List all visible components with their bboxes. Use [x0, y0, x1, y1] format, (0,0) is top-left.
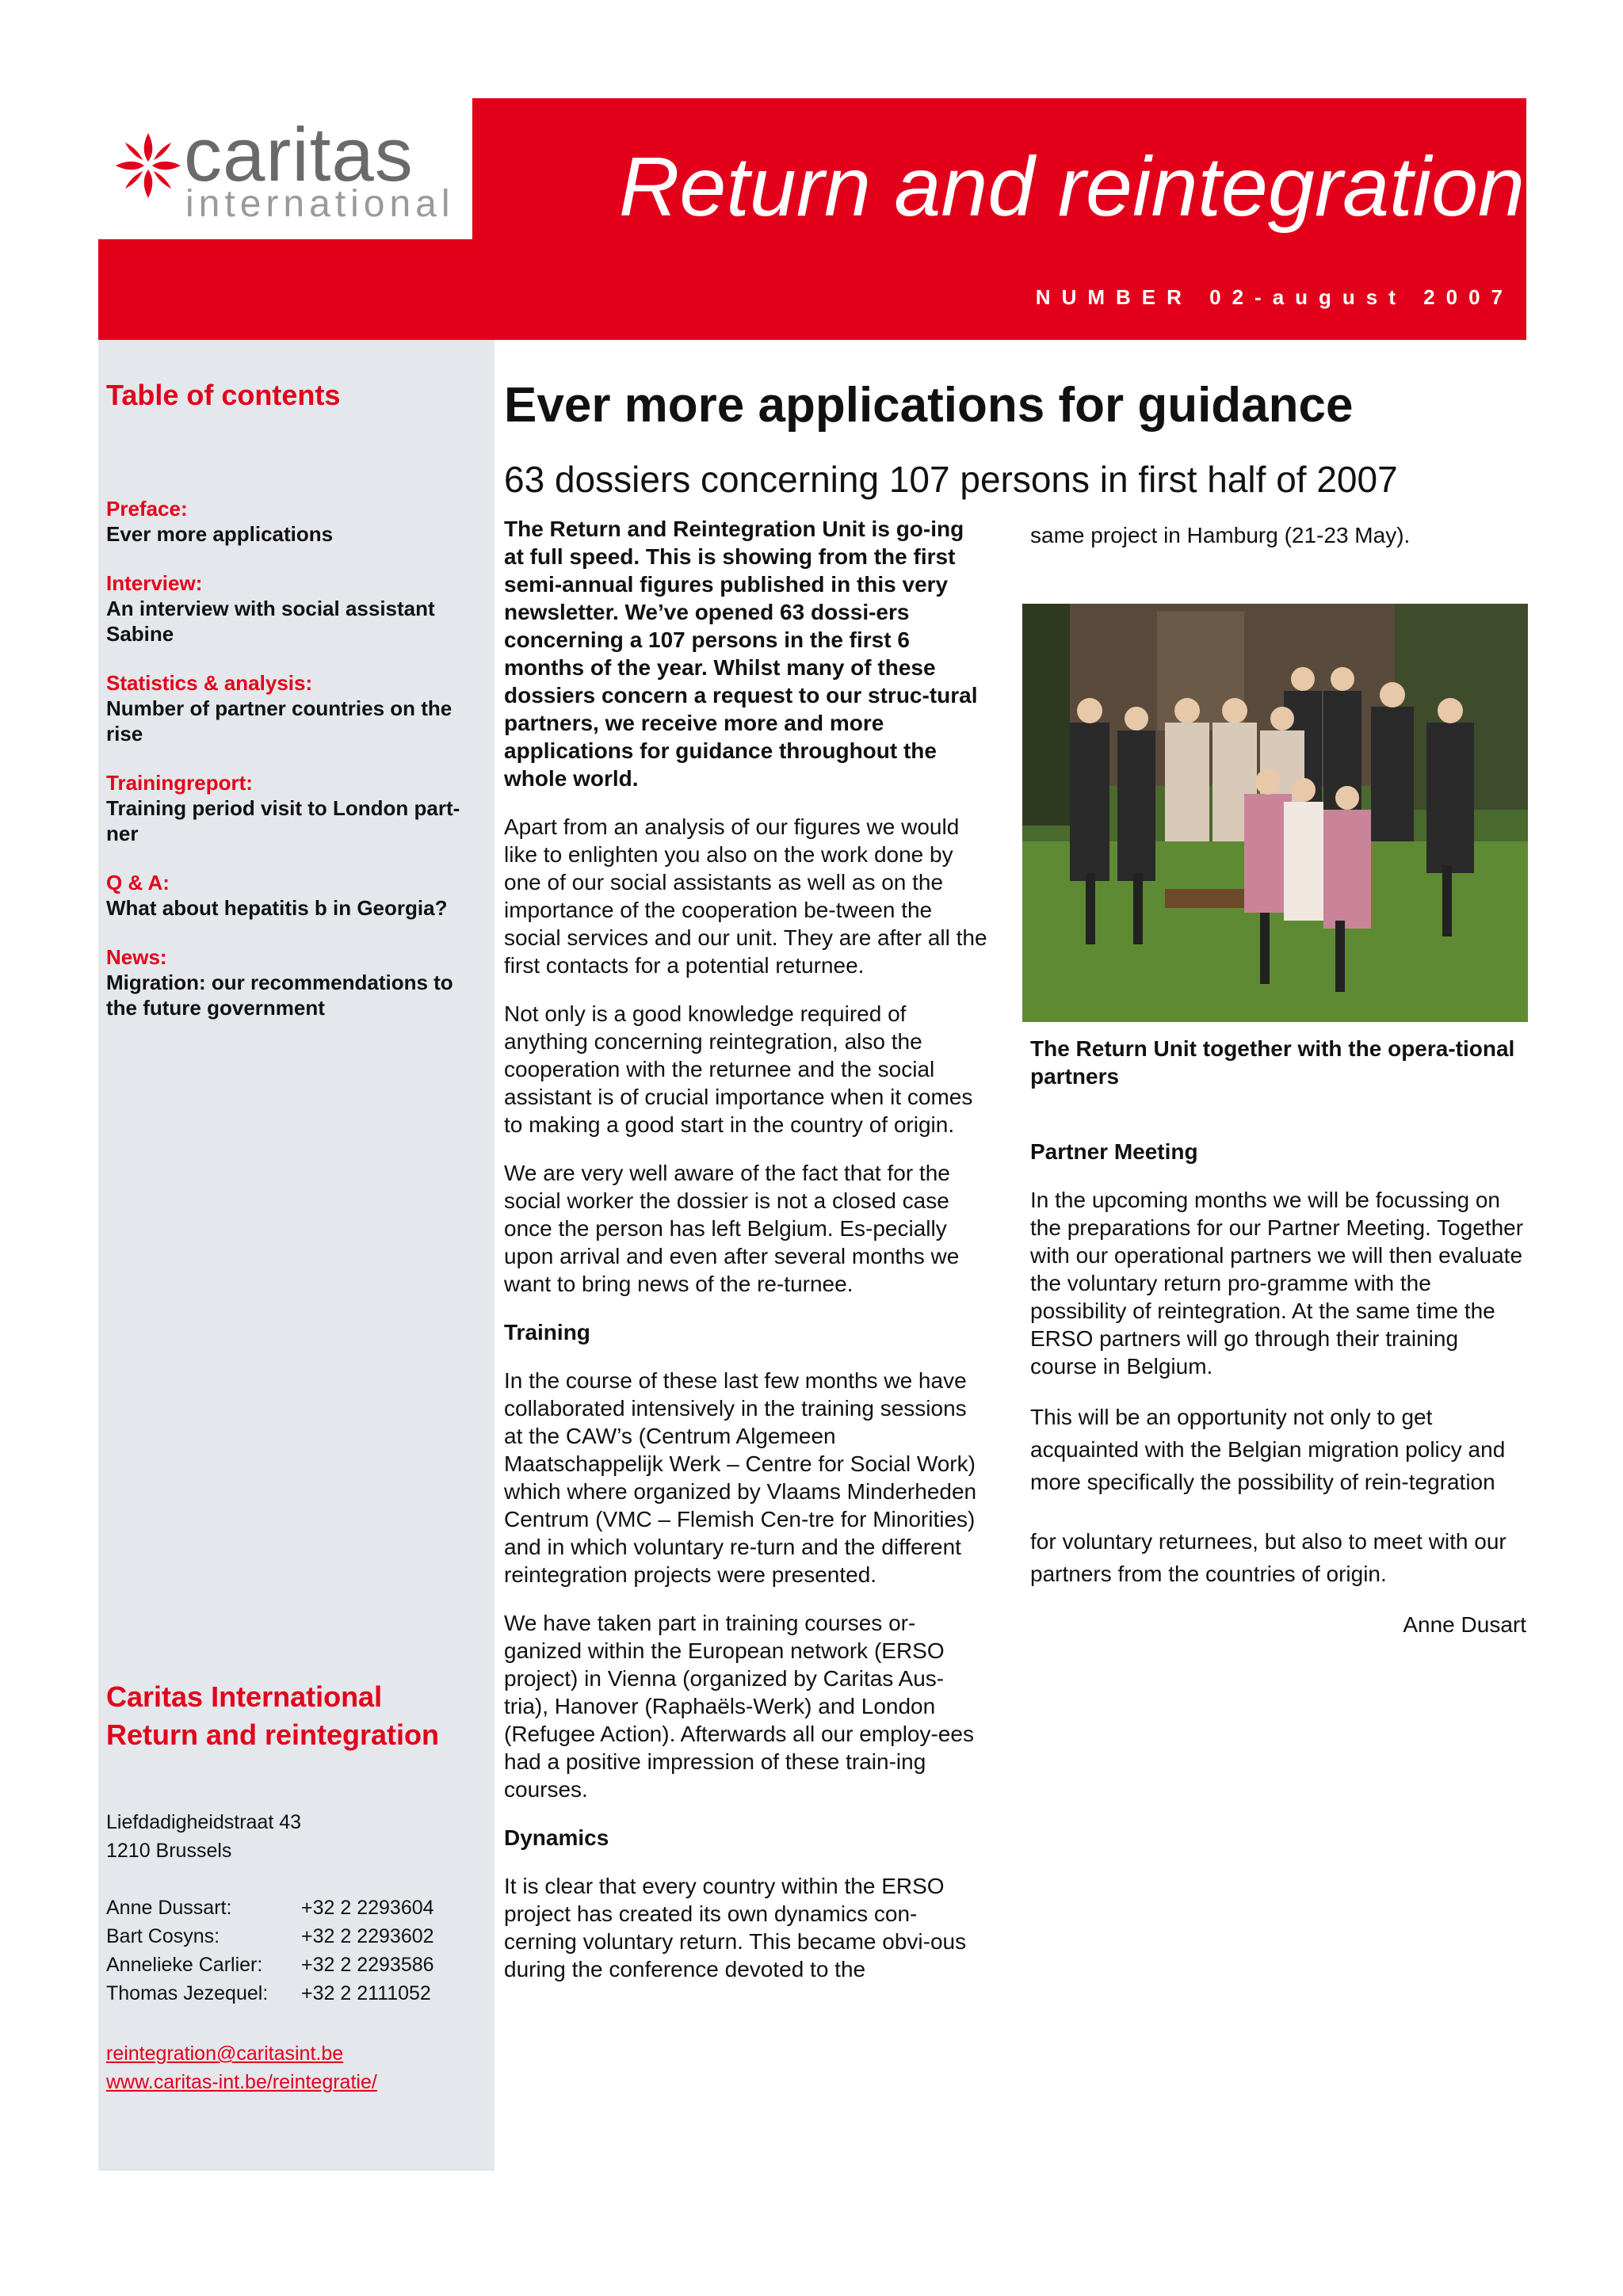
article-headline: Ever more applications for guidance — [504, 378, 1354, 433]
contact-name: Bart Cosyns: — [106, 1925, 220, 1947]
toc-category: Statistics & analysis: — [106, 671, 313, 695]
section-heading-dynamics: Dynamics — [504, 1825, 609, 1850]
website-link[interactable]: www.caritas-int.be/reintegratie/ — [106, 2071, 377, 2093]
contact-list — [106, 1894, 487, 2008]
newsletter-title: Return and reintegration — [618, 140, 1525, 234]
body-paragraph: Apart from an analysis of our figures we would like to enlighten you also on the work done by one of our social assistants as well as on the importance of the cooperation be-tween the social services and our unit. They are after all the first contacts for a potential returnee. — [504, 814, 987, 978]
body-paragraph: In the upcoming months we will be focussing on the preparations for our Partner Meeting. Together with our operational partners we will then evaluate the voluntary return pro-gramme with the possibility of reintegration. At the same time the ERSO partners will go through their training course in Belgium. — [1030, 1188, 1524, 1379]
toc-item: Migration: our recommendations to the future government — [106, 971, 453, 1020]
body-paragraph: same project in Hamburg (21-23 May). — [1030, 523, 1411, 547]
contact-heading-unit: Return and reintegration — [106, 1718, 440, 1751]
toc-category: Trainingreport: — [106, 771, 253, 795]
section-heading-training: Training — [504, 1320, 590, 1344]
contact-phone: +32 2 2293586 — [301, 1954, 434, 1976]
toc-entry[interactable] — [106, 944, 487, 1020]
toc-entry[interactable] — [106, 770, 487, 846]
article-subheadline: 63 dossiers concerning 107 persons in first half of 2007 — [504, 459, 1398, 500]
group-photo — [1022, 604, 1528, 1022]
contact-phone: +32 2 2293602 — [301, 1925, 434, 1947]
contact-row — [106, 1894, 487, 1922]
body-paragraph: Not only is a good knowledge required of anything concerning reintegration, also the cooperation with the returnee and the social assistant is of crucial importance when it comes to making a good start in the country of origin. — [504, 1001, 973, 1137]
toc-item: An interview with social assistant Sabine — [106, 597, 435, 646]
logo-subtitle: international — [185, 183, 455, 225]
body-paragraph: We have taken part in training courses or-ganized within the European network (ERSO project) in Vienna (organized by Caritas Aus-tria), Hanover (Raphaëls-Werk) and London (Refugee Action). Afterwards all our employ-ees had a positive impression of these train-ing courses. — [504, 1611, 974, 1802]
toc-item: Ever more applications — [106, 522, 334, 546]
article-column-right — [1030, 1035, 1526, 1659]
toc-entry[interactable] — [106, 870, 487, 921]
contact-row — [106, 1979, 487, 2008]
issue-number: NUMBER 02-august 2007 — [1035, 285, 1514, 309]
contact-phone: +32 2 2293604 — [301, 1897, 434, 1919]
article-column-left — [504, 515, 987, 2004]
contact-name: Annelieke Carlier: — [106, 1954, 263, 1976]
caritas-flame-cross-icon — [113, 130, 184, 201]
body-paragraph: This will be an opportunity not only to get acquainted with the Belgian migration policy and more specifically the possibility of rein-tegration — [1030, 1405, 1506, 1494]
address — [106, 1808, 487, 1865]
body-paragraph: In the course of these last few months we have collaborated intensively in the training sessions at the CAW’s (Centrum Algemeen Maatschappelijk Werk – Centre for Social Work) which where organized by Vlaams Minderheden Centrum (VMC – Flemish Cen-tre for Minorities) and in which voluntary re-turn and the different reintegration projects were presented. — [504, 1368, 977, 1587]
photo-caption: The Return Unit together with the opera-tional partners — [1030, 1036, 1515, 1089]
toc-item: What about hepatitis b in Georgia? — [106, 896, 448, 920]
address-street: Liefdadigheidstraat 43 — [106, 1811, 302, 1833]
toc-item: Number of partner countries on the rise — [106, 696, 453, 746]
contact-heading-org: Caritas International — [106, 1680, 383, 1713]
address-city: 1210 Brussels — [106, 1840, 232, 1862]
toc-entry[interactable] — [106, 670, 487, 746]
toc-entry[interactable] — [106, 570, 487, 646]
toc-category: Interview: — [106, 571, 203, 595]
contact-row — [106, 1922, 487, 1951]
toc-item: Training period visit to London part-ner — [106, 796, 460, 845]
email-link[interactable]: reintegration@caritasint.be — [106, 2042, 344, 2065]
logo-wordmark: caritas — [184, 113, 414, 197]
toc-category: Q & A: — [106, 871, 170, 894]
contact-name: Anne Dussart: — [106, 1897, 232, 1919]
contact-phone: +32 2 2111052 — [301, 1982, 431, 2004]
toc-title: Table of contents — [106, 379, 341, 411]
section-heading-partner-meeting: Partner Meeting — [1030, 1139, 1198, 1164]
contact-heading — [106, 1678, 487, 1754]
contact-row — [106, 1951, 487, 1979]
body-paragraph: for voluntary returnees, but also to meet with our partners from the countries of origin. — [1030, 1529, 1507, 1586]
author-signature: Anne Dusart — [1403, 1612, 1526, 1637]
body-paragraph: It is clear that every country within the ERSO project has created its own dynamics con-cerning voluntary return. This became obvi-ous during the conference devoted to the — [504, 1874, 967, 1981]
lead-paragraph: The Return and Reintegration Unit is go-ing at full speed. This is showing from the first semi-annual figures published in this very newsletter. We’ve opened 63 dossi-ers concerning a 107 persons in the first 6 months of the year. Whilst many of these dossiers concern a request to our struc-tural partners, we receive more and more applications for guidance throughout the whole world. — [504, 517, 978, 791]
toc-entry[interactable] — [106, 496, 487, 547]
article-column-right-top — [1030, 521, 1526, 570]
toc-category: News: — [106, 945, 167, 969]
contact-name: Thomas Jezequel: — [106, 1982, 269, 2004]
body-paragraph: We are very well aware of the fact that for the social worker the dossier is not a closed case once the person has left Belgium. Es-pecially upon arrival and even after several months we want to bring news of the re-turnee. — [504, 1161, 960, 1296]
contact-links — [106, 2039, 487, 2096]
toc-category: Preface: — [106, 497, 188, 521]
